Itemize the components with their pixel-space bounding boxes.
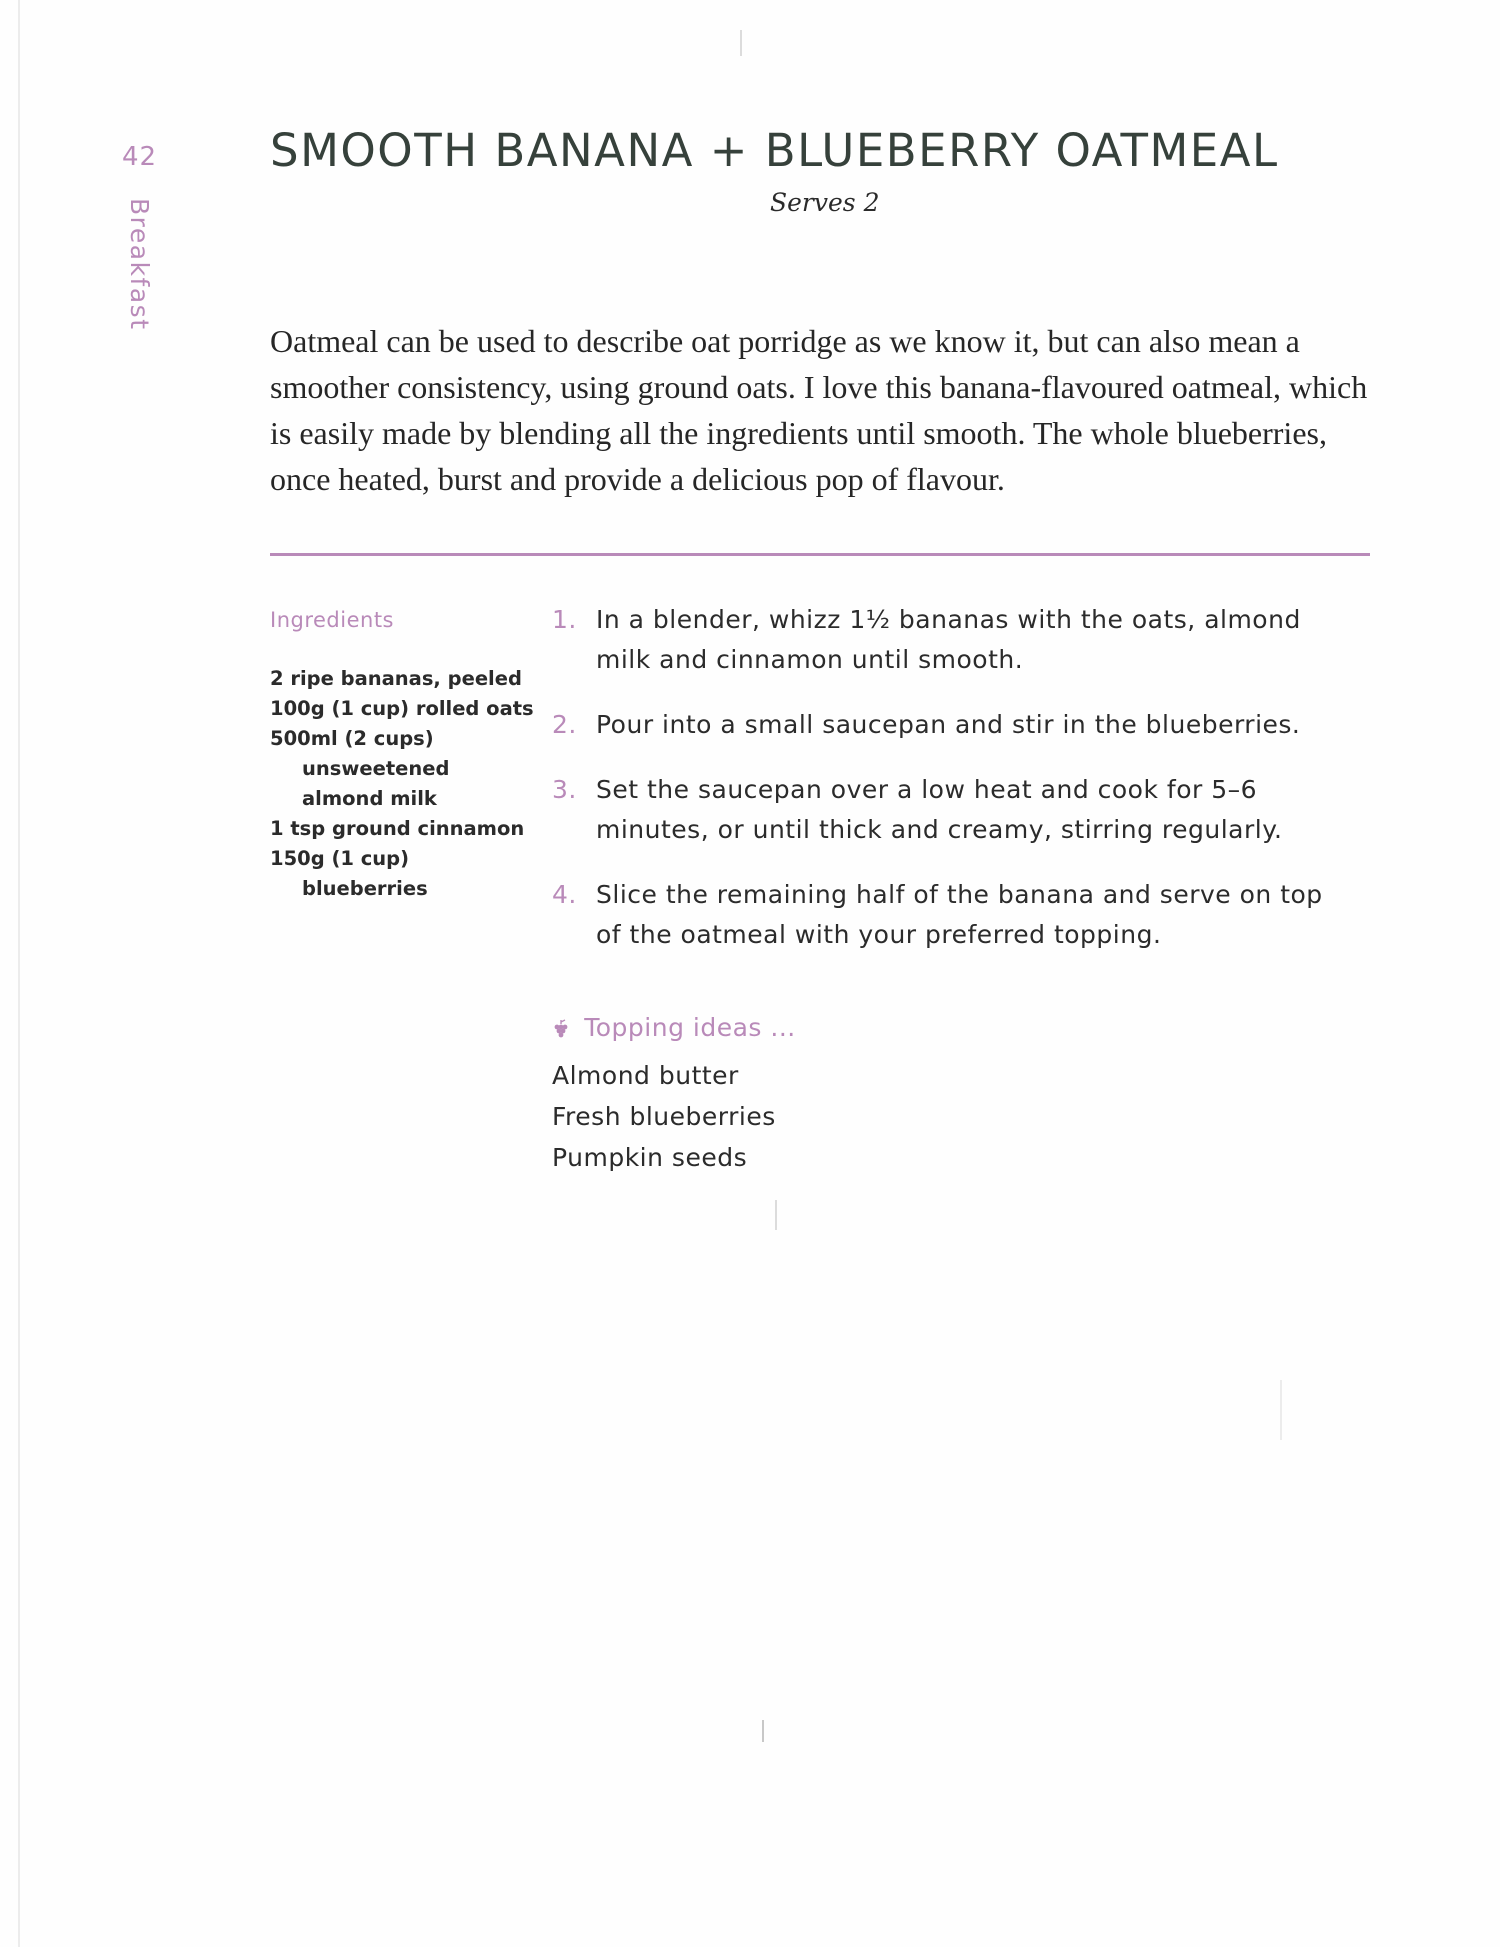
topping-heading: [552, 1013, 796, 1042]
ingredient-item: 150g (1 cup) blueberries: [270, 847, 428, 900]
page-number: 42: [122, 142, 158, 172]
scan-speck: [775, 1200, 777, 1230]
topping-item: Almond butter: [552, 1061, 739, 1090]
method-step: [552, 600, 1342, 680]
step-text: Pour into a small saucepan and stir in the blueberries.: [596, 710, 1301, 739]
scan-speck: [740, 30, 742, 56]
serves-label: Serves 2: [770, 188, 880, 217]
ingredient-item: 1 tsp ground cinnamon: [270, 817, 525, 840]
ingredient-item: 2 ripe bananas, peeled: [270, 667, 522, 690]
ingredient-item: 500ml (2 cups) unsweetened almond milk: [270, 727, 450, 810]
topping-item: Fresh blueberries: [552, 1102, 776, 1131]
step-number: 3.: [552, 775, 577, 804]
step-text: In a blender, whizz 1½ bananas with the oats, almond milk and cinnamon until smooth.: [596, 605, 1301, 674]
topping-heading-text: Topping ideas ...: [584, 1013, 796, 1042]
recipe-title: SMOOTH BANANA + BLUEBERRY OATMEAL: [270, 124, 1279, 177]
scan-speck: [1280, 1380, 1282, 1440]
step-text: Slice the remaining half of the banana and serve on top of the oatmeal with your preferred topping.: [596, 880, 1323, 949]
step-text: Set the saucepan over a low heat and cook for 5–6 minutes, or until thick and creamy, stirring regularly.: [596, 775, 1283, 844]
topping-item: Pumpkin seeds: [552, 1143, 748, 1172]
method-steps: [552, 600, 1342, 980]
berries-icon: [552, 1018, 576, 1039]
ingredient-item: 100g (1 cup) rolled oats: [270, 697, 534, 720]
toppings-list: [552, 1055, 776, 1178]
divider: [270, 553, 1370, 556]
ingredients-list: [270, 664, 540, 904]
step-number: 1.: [552, 605, 577, 634]
page-edge: [18, 0, 20, 1947]
section-label: Breakfast: [125, 198, 154, 331]
method-step: [552, 705, 1342, 745]
step-number: 4.: [552, 880, 577, 909]
ingredients-heading: Ingredients: [270, 608, 394, 632]
scan-speck: [762, 1720, 764, 1742]
method-step: [552, 875, 1342, 955]
step-number: 2.: [552, 710, 577, 739]
method-step: [552, 770, 1342, 850]
recipe-intro: Oatmeal can be used to describe oat porridge as we know it, but can also mean a smoother consistency, using ground oats. I love this banana-flavoured oatmeal, which is easily made by blending all the ingredients until smooth. The whole blueberries, once heated, burst and provide a delicious pop of flavour.: [270, 323, 1368, 497]
